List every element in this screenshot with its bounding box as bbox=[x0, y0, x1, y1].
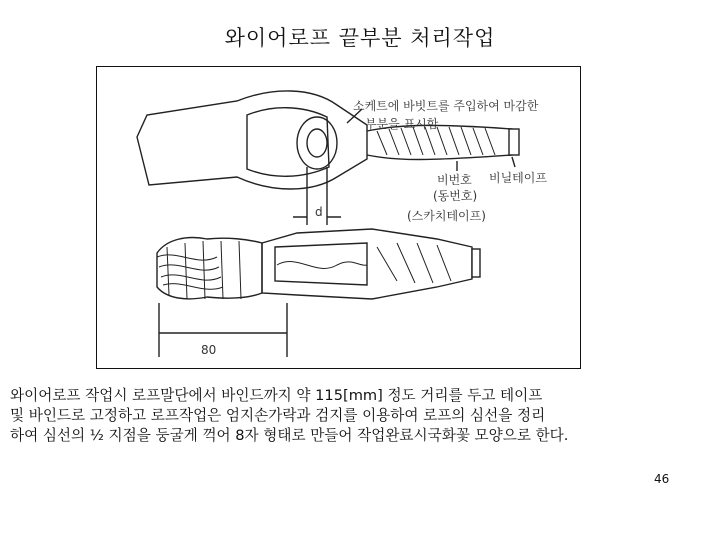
wire-number-label: 비번호 bbox=[437, 173, 472, 187]
lower-socket-window bbox=[275, 243, 367, 285]
wire-rope-figure bbox=[96, 66, 581, 369]
lower-vinyl-tape bbox=[472, 249, 480, 277]
upper-socket-outline bbox=[137, 91, 367, 189]
caption-line-3: 하여 심선의 ½ 지점을 둥굴게 꺽어 8자 형태로 만들어 작업완료시국화꽃 모양으로 한다. bbox=[10, 427, 569, 444]
page-title: 와이어로프 끝부분 처리작업 bbox=[224, 26, 496, 50]
rope-cross-section bbox=[297, 117, 337, 169]
socket-label-2: 부분을 표시함 bbox=[365, 117, 439, 131]
caption-line-2: 및 바인드로 고정하고 로프작업은 엄지손가락과 검지를 이용하여 로프의 심선을 정리 bbox=[10, 407, 546, 424]
caption-text bbox=[10, 386, 710, 446]
vinyl-tape-label: 비닐테이프 bbox=[489, 171, 547, 185]
page-number: 46 bbox=[654, 472, 670, 486]
copper-number-label: (동번호) bbox=[433, 189, 478, 203]
upper-socket-window bbox=[247, 108, 329, 177]
caption-line-1: 와이어로프 작업시 로프말단에서 바인드까지 약 115[mm] 정도 거리를 두고 테이프 bbox=[10, 387, 543, 404]
dimension-80-label: 80 bbox=[201, 343, 217, 357]
socket-label: 소케트에 바빗트를 주입하여 마감한 bbox=[353, 99, 539, 113]
dimension-d-label: d bbox=[315, 205, 323, 219]
vinyl-tape bbox=[509, 129, 519, 155]
scotch-tape-label: (스카치테이프) bbox=[407, 209, 486, 223]
dim-80-lines bbox=[159, 303, 287, 357]
